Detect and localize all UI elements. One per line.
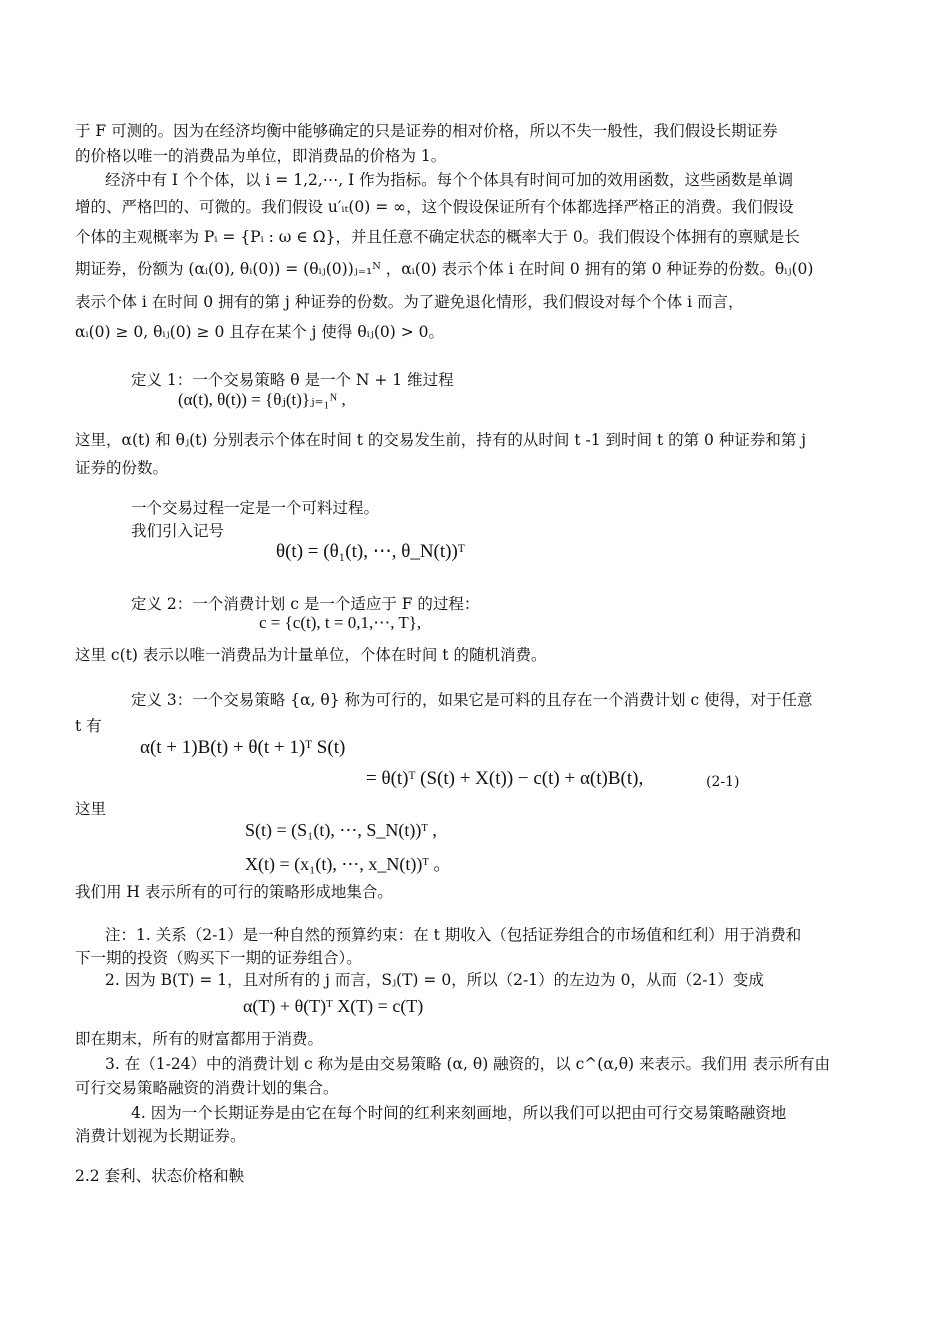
para2-line4: 期证券，份额为 (αᵢ(0), θᵢ(0)) = (θᵢⱼ(0))ⱼ₌₁ᴺ ，αᵢ(0) 表示个体 i 在时间 0 拥有的第 0 种证券的份数。θᵢⱼ(0)	[75, 260, 814, 278]
para2-line3: 个体的主观概率为 Pᵢ = {Pᵢ : ω ∈ Ω}，并且任意不确定状态的概率大于 0。我们假设个体拥有的禀赋是长	[75, 228, 800, 246]
para2-line2: 增的、严格凹的、可微的。我们假设 u′ᵢₜ(0) = ∞，这个假设保证所有个体都选择严格正的消费。我们假设	[75, 198, 794, 216]
note-3-line2: 可行交易策略融资的消费计划的集合。	[75, 1079, 339, 1097]
definition-3-line3: 这里	[75, 800, 107, 818]
note-4-line2: 消费计划视为长期证券。	[75, 1127, 246, 1145]
para2-line1: 经济中有 I 个个体，以 i = 1,2,⋯, I 作为指标。每个个体具有时间可加的效用函数，这些函数是单调	[105, 171, 794, 189]
equation-number: (2-1)	[706, 774, 740, 790]
feasible-set-line: 我们用 H 表示所有的可行的策略形成地集合。	[75, 883, 393, 901]
note-2-line1: 2. 因为 B(T) = 1，且对所有的 j 而言，Sⱼ(T) = 0，所以（2-1）的左边为 0，从而（2-1）变成	[105, 971, 764, 989]
definition-2-line2: 这里 c(t) 表示以唯一消费品为计量单位，个体在时间 t 的随机消费。	[75, 646, 547, 664]
budget-formula-rhs: = θ(t)ᵀ (S(t) + X(t)) − c(t) + α(t)B(t),	[366, 768, 644, 789]
definition-1-line2: 这里，α(t) 和 θⱼ(t) 分别表示个体在时间 t 的交易发生前，持有的从时间 t -1 到时间 t 的第 0 种证券和第 j	[75, 431, 807, 449]
dividend-vector-formula: X(t) = (x₁(t), ⋯, x_N(t))ᵀ 。	[245, 854, 452, 874]
price-vector-formula: S(t) = (S₁(t), ⋯, S_N(t))ᵀ ,	[245, 820, 437, 840]
note-1-line2: 下一期的投资（购买下一期的证券组合）。	[75, 949, 362, 967]
trading-process-line: 一个交易过程一定是一个可料过程。	[131, 499, 380, 517]
theta-notation-formula: θ(t) = (θ₁(t), ⋯, θ_N(t))ᵀ	[276, 541, 465, 562]
definition-3-heading: 定义 3：一个交易策略 {α, θ} 称为可行的，如果它是可料的且存在一个消费计划 c 使得，对于任意	[131, 691, 813, 709]
note-4-line1: 4. 因为一个长期证券是由它在每个时间的红利来刻画地，所以我们可以把由可行交易策略融资地	[131, 1104, 787, 1122]
para2-line6: αᵢ(0) ≥ 0, θᵢⱼ(0) ≥ 0 且存在某个 j 使得 θᵢⱼ(0) > 0。	[75, 323, 445, 341]
definition-1-formula: (α(t), θ(t)) = {θⱼ(t)}ⱼ₌₁ᴺ ,	[178, 390, 346, 409]
para1-line2: 的价格以唯一的消费品为单位，即消费品的价格为 1。	[75, 147, 447, 165]
para1-line1: 于 F 可测的。因为在经济均衡中能够确定的只是证券的相对价格，所以不失一般性，我们假设长期证券	[75, 122, 778, 140]
note-2-line2: 即在期末，所有的财富都用于消费。	[75, 1030, 324, 1048]
para2-line5: 表示个体 i 在时间 0 拥有的第 j 种证券的份数。为了避免退化情形，我们假设对每个个体 i 而言，	[75, 293, 744, 311]
definition-1-heading: 定义 1：一个交易策略 θ 是一个 N + 1 维过程	[131, 371, 454, 389]
section-heading: 2.2 套利、状态价格和鞅	[75, 1167, 245, 1185]
definition-3-line2: t 有	[75, 717, 102, 735]
notation-intro: 我们引入记号	[131, 522, 225, 540]
note-1-line1: 注：1. 关系（2-1）是一种自然的预算约束：在 t 期收入（包括证券组合的市场值和红利）用于消费和	[105, 926, 802, 944]
note-3-line1: 3. 在（1-24）中的消费计划 c 称为是由交易策略 (α, θ) 融资的，以 c^(α,θ) 来表示。我们用 表示所有由	[105, 1055, 830, 1073]
definition-1-line3: 证券的份数。	[75, 459, 169, 477]
terminal-consumption-formula: α(T) + θ(T)ᵀ X(T) = c(T)	[243, 996, 424, 1016]
budget-formula-lhs: α(t + 1)B(t) + θ(t + 1)ᵀ S(t)	[140, 737, 346, 758]
consumption-plan-formula: c = {c(t), t = 0,1,⋯, T},	[259, 613, 422, 632]
definition-2-heading: 定义 2：一个消费计划 c 是一个适应于 F 的过程：	[131, 595, 480, 613]
